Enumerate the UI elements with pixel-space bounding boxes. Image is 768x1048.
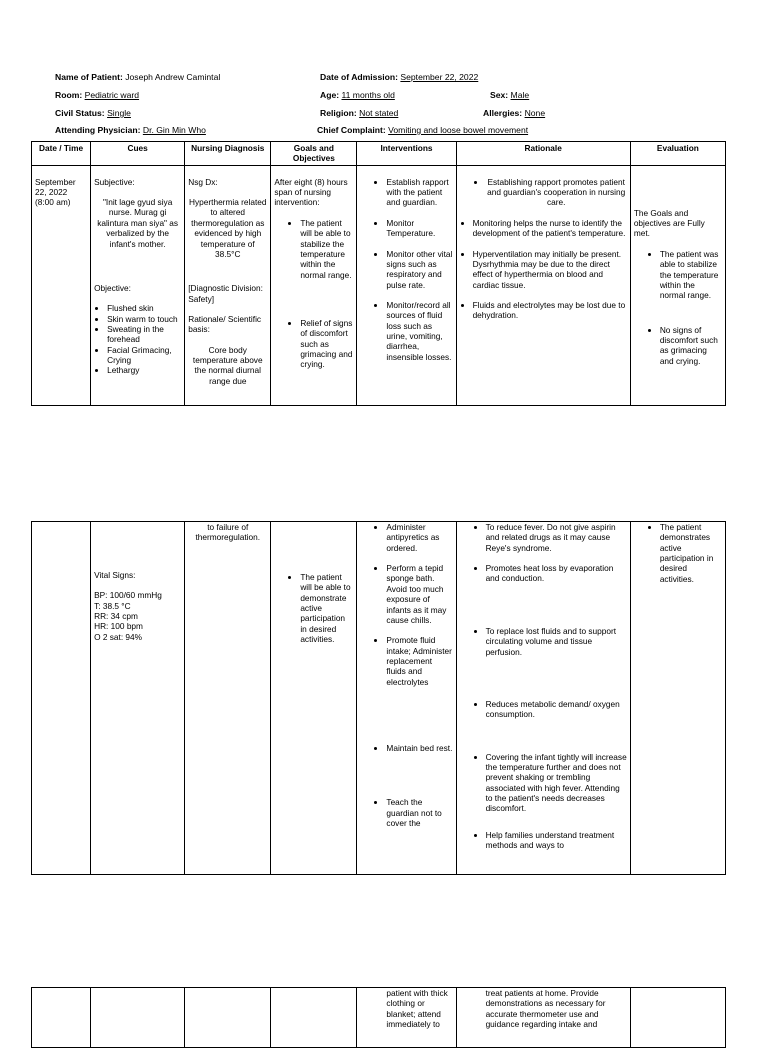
- chief-complaint: Chief Complaint: Vomiting and loose bowel movement: [317, 125, 529, 135]
- evaluation-list: [634, 522, 722, 584]
- rationale-list: [460, 218, 627, 321]
- allergies: Allergies: None: [483, 108, 546, 118]
- list-item: • Reduces metabolic demand/ oxygen consumption.: [486, 699, 627, 720]
- list-item: • No signs of discomfort such as grimacing and crying.: [660, 325, 722, 366]
- goals-intro: After eight (8) hours span of nursing intervention:: [274, 176, 348, 208]
- nursing-diagnosis-cell: [185, 522, 271, 875]
- goals-cell: [271, 165, 357, 405]
- nursing-diagnosis-cell: [185, 165, 271, 405]
- dx-label: Nsg Dx:: [188, 176, 218, 187]
- religion: Religion: Not stated: [320, 108, 399, 118]
- subjective-label: Subjective:: [94, 176, 135, 187]
- care-plan-table-page1: [31, 141, 726, 406]
- sex: Sex: Male: [490, 90, 530, 100]
- interventions-cell: [357, 165, 456, 405]
- list-item: • Perform a tepid sponge bath. Avoid too much exposure of infants as it may cause chills.: [386, 563, 452, 625]
- column-header: Evaluation: [630, 142, 725, 166]
- vital-o2: O 2 sat: 94%: [94, 631, 143, 642]
- evaluation-cell: [630, 165, 725, 405]
- table-header-row: [32, 142, 726, 166]
- column-header: Rationale: [456, 142, 630, 166]
- objective-label: Objective:: [94, 282, 131, 293]
- list-item: • Administer antipyretics as ordered.: [386, 522, 452, 553]
- objective-list: [94, 303, 181, 376]
- date-time-cell: [32, 522, 91, 875]
- list-item: • The patient will be able to demonstrate active participation in desired activities.: [300, 572, 353, 645]
- goals-list: [274, 218, 353, 370]
- list-item: • Relief of signs of discomfort such as grimacing and crying.: [300, 318, 353, 370]
- list-item: • The patient demonstrates active participation in desired activities.: [660, 522, 722, 584]
- rationale-cell: [456, 165, 630, 405]
- civil-status: Civil Status: Single: [55, 108, 131, 118]
- list-item: • Skin warm to touch: [107, 314, 181, 324]
- list-item: • The patient will be able to stabilize the temperature within the normal range.: [300, 218, 353, 280]
- list-item: • The patient was able to stabilize the temperature within the normal range.: [660, 249, 722, 301]
- column-header: Interventions: [357, 142, 456, 166]
- list-item: • To reduce fever. Do not give aspirin and related drugs as it may cause Reye's syndrome.: [486, 522, 627, 553]
- interventions-list: [360, 522, 452, 828]
- date-time-cell: [32, 988, 91, 1048]
- dx-text: Hyperthermia related to altered thermoregulation as evidenced by high temperature of 38.5°C: [189, 197, 267, 259]
- list-item: • Sweating in the forehead: [107, 324, 181, 345]
- list-item: • Flushed skin: [107, 303, 181, 313]
- goals-cell: [271, 988, 357, 1048]
- list-item: • Help families understand treatment methods and ways to: [486, 830, 627, 851]
- cues-cell: [91, 165, 185, 405]
- goals-cell: [271, 522, 357, 875]
- vital-temp: T: 38.5 °C: [94, 600, 131, 611]
- rationale-cell: [456, 522, 630, 875]
- evaluation-cell: [630, 522, 725, 875]
- dx-division: [Diagnostic Division: Safety]: [188, 283, 263, 304]
- dx-continued: to failure of thermoregulation.: [195, 522, 261, 543]
- admission-date: Date of Admission: September 22, 2022: [320, 72, 479, 82]
- room: Room: Pediatric ward: [55, 90, 140, 100]
- date-time-cell: September 22, 2022 (8:00 am): [32, 165, 91, 405]
- column-header: Goals and Objectives: [271, 142, 357, 166]
- interventions-cell: [357, 988, 456, 1048]
- vital-rr: RR: 34 cpm: [94, 611, 138, 622]
- list-item: • Promotes heat loss by evaporation and conduction.: [486, 563, 627, 584]
- rationale-cell: [456, 988, 630, 1048]
- patient-name: Name of Patient: Joseph Andrew Camintal: [55, 72, 221, 82]
- list-item: • Teach the guardian not to cover the: [386, 797, 452, 828]
- list-item: • Establish rapport with the patient and guardian.: [386, 177, 452, 208]
- interventions-cell: [357, 522, 456, 875]
- dx-rationale: Core body temperature above the normal diurnal range due: [192, 344, 263, 386]
- list-item: • Maintain bed rest.: [386, 743, 452, 753]
- nursing-diagnosis-cell: [185, 988, 271, 1048]
- list-item: • Hyperventilation may initially be present. Dysrhythmia may be due to the direct effect of hyperthermia on blood and cardiac tissue.: [473, 249, 627, 290]
- table-row: [32, 988, 726, 1048]
- column-header: Cues: [91, 142, 185, 166]
- rationale-continued: treat patients at home. Provide demonstrations as necessary for accurate thermometer use and guidance regarding intake and: [485, 988, 606, 1030]
- care-plan-table-page2: [31, 521, 726, 875]
- evaluation-cell: [630, 988, 725, 1048]
- list-item: • Lethargy: [107, 365, 181, 375]
- list-item: • Fluids and electrolytes may be lost due to dehydration.: [473, 300, 627, 321]
- table-row: [32, 522, 726, 875]
- column-header: Date / Time: [32, 142, 91, 166]
- age: Age: 11 months old: [320, 90, 395, 100]
- attending-physician: Attending Physician: Dr. Gin Min Who: [55, 125, 206, 135]
- rationale-list: [460, 177, 627, 208]
- goals-list: [274, 572, 353, 645]
- list-item: • To replace lost fluids and to support circulating volume and tissue perfusion.: [486, 626, 627, 657]
- intervention-continued: patient with thick clothing or blanket; attend immediately to: [386, 988, 448, 1030]
- vital-bp: BP: 100/60 mmHg: [94, 590, 162, 601]
- interventions-list: [360, 177, 452, 362]
- evaluation-list: [634, 249, 722, 366]
- evaluation-intro: The Goals and objectives are Fully met.: [633, 207, 705, 239]
- subjective-quote: "Init lage gyud siya nurse. Murag gi kalintura man siya" as verbalized by the infant's mother.: [97, 197, 179, 249]
- list-item: • Monitoring helps the nurse to identify the development of the patient's temperature.: [473, 218, 627, 239]
- list-item: • Monitor/record all sources of fluid loss such as urine, vomiting, diarrhea, insensible losses.: [386, 300, 452, 362]
- cues-cell: [91, 522, 185, 875]
- list-item: • Facial Grimacing, Crying: [107, 345, 181, 366]
- dx-rationale-label: Rationale/ Scientific basis:: [188, 313, 262, 335]
- vital-signs-label: Vital Signs:: [94, 570, 136, 580]
- rationale-list: [460, 522, 627, 850]
- column-header: Nursing Diagnosis: [185, 142, 271, 166]
- list-item: • Covering the infant tightly will increase the temperature further and does not prevent shaking or trembling associated with high fever. Attending to the patient's needs decreases discomfort.: [486, 752, 627, 814]
- cues-cell: [91, 988, 185, 1048]
- table-row: [32, 165, 726, 405]
- list-item: • Promote fluid intake; Administer replacement fluids and electrolytes: [386, 635, 452, 687]
- list-item: • Monitor other vital signs such as respiratory and pulse rate.: [386, 249, 452, 290]
- list-item: • Establishing rapport promotes patient and guardian's cooperation in nursing care.: [486, 177, 627, 208]
- list-item: • Monitor Temperature.: [386, 218, 452, 239]
- vital-hr: HR: 100 bpm: [94, 621, 143, 632]
- care-plan-table-page3: [31, 987, 726, 1048]
